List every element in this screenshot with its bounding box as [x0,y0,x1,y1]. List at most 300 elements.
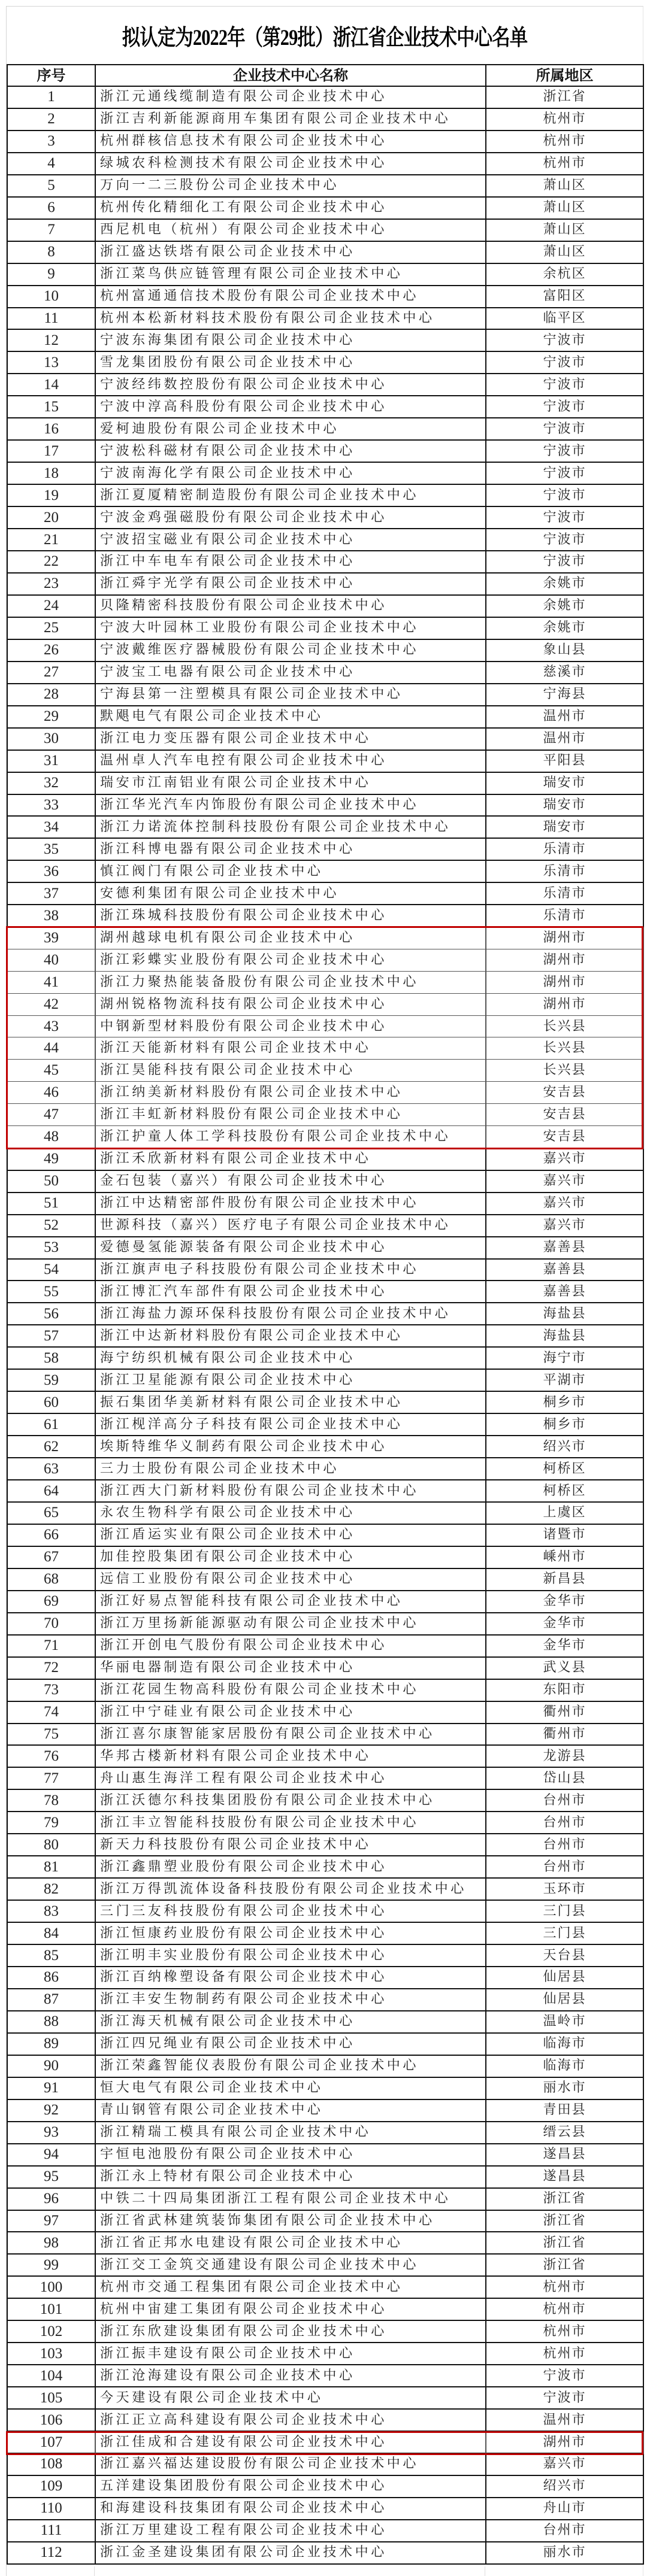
row-region: 武义县 [486,1657,643,1679]
row-name: 杭州富通通信技术股份有限公司企业技术中心 [95,286,486,308]
table-row [7,1944,643,1967]
row-name: 杭州中宙建工集团有限公司企业技术中心 [95,2298,486,2320]
row-name: 浙江天能新材料有限公司企业技术中心 [95,1037,486,1060]
row-name: 浙江菜鸟供应链管理有限公司企业技术中心 [95,263,486,286]
table-row [7,2055,643,2077]
row-index: 42 [7,993,95,1015]
row-index: 75 [7,1724,95,1746]
row-region: 安吉县 [486,1126,643,1148]
row-index: 34 [7,816,95,838]
row-region: 临平区 [486,308,643,330]
row-index: 33 [7,794,95,817]
row-region: 嘉兴市 [486,1215,643,1237]
row-name: 浙江夏厦精密制造股份有限公司企业技术中心 [95,484,486,506]
row-index: 59 [7,1369,95,1391]
row-name: 浙江博汇汽车部件有限公司企业技术中心 [95,1281,486,1303]
row-name: 浙江吉利新能源商用车集团有限公司企业技术中心 [95,108,486,131]
row-region: 东阳市 [486,1679,643,1701]
row-index: 57 [7,1325,95,1347]
row-region: 岱山县 [486,1767,643,1789]
row-index: 14 [7,374,95,396]
row-index: 41 [7,971,95,993]
row-region: 宁波市 [486,529,643,551]
table-row [7,684,643,706]
header-index: 序号 [7,65,95,86]
row-region: 余姚市 [486,595,643,617]
row-name: 浙江纳美新材料股份有限公司企业技术中心 [95,1082,486,1104]
row-name: 浙江鑫鼎塑业股份有限公司企业技术中心 [95,1856,486,1878]
row-region: 萧山区 [486,219,643,241]
row-index: 102 [7,2320,95,2343]
table-row [7,2077,643,2099]
row-region: 三门县 [486,1922,643,1944]
row-index: 52 [7,1215,95,1237]
row-name: 浙江永上特材有限公司企业技术中心 [95,2166,486,2188]
row-name: 湖州锐格物流科技有限公司企业技术中心 [95,993,486,1015]
table-row [7,551,643,573]
table-row [7,2542,643,2564]
row-name: 宁波东海集团有限公司企业技术中心 [95,329,486,351]
table-row [7,905,643,927]
row-region: 柯桥区 [486,1458,643,1480]
row-name: 宇恒电池股份有限公司企业技术中心 [95,2144,486,2166]
table-body [7,86,643,2564]
row-name: 浙江精瑞工模具有限公司企业技术中心 [95,2122,486,2144]
row-index: 86 [7,1967,95,1989]
row-index: 72 [7,1657,95,1679]
table-row [7,1989,643,2011]
row-region: 丽水市 [486,2542,643,2564]
row-region: 绍兴市 [486,2475,643,2498]
row-index: 53 [7,1237,95,1259]
table-row [7,2166,643,2188]
table-row [7,1237,643,1259]
row-name: 浙江盾运实业有限公司企业技术中心 [95,1524,486,1546]
row-name: 世源科技（嘉兴）医疗电子有限公司企业技术中心 [95,1215,486,1237]
row-region: 舟山市 [486,2498,643,2520]
table-row [7,1568,643,1591]
table-row [7,2387,643,2409]
row-name: 温州卓人汽车电控有限公司企业技术中心 [95,750,486,772]
table-row [7,1502,643,1524]
table-row [7,728,643,750]
row-name: 浙江省正邦水电建设有限公司企业技术中心 [95,2232,486,2254]
row-region: 余杭区 [486,263,643,286]
table-row [7,1967,643,1989]
row-region: 慈溪市 [486,662,643,684]
table-row [7,1767,643,1789]
table-row [7,2475,643,2498]
row-region: 浙江省 [486,2210,643,2232]
row-name: 宁波招宝磁业有限公司企业技术中心 [95,529,486,551]
row-index: 8 [7,241,95,263]
row-region: 宁波市 [486,351,643,374]
table-row [7,418,643,440]
row-name: 中钢新型材料股份有限公司企业技术中心 [95,1015,486,1037]
row-name: 浙江东欣建设集团有限公司企业技术中心 [95,2320,486,2343]
row-index: 99 [7,2254,95,2276]
row-index: 38 [7,905,95,927]
row-name: 浙江华光汽车内饰股份有限公司企业技术中心 [95,794,486,817]
row-name: 浙江中达精密部件股份有限公司企业技术中心 [95,1193,486,1215]
table-row [7,529,643,551]
table-row [7,1856,643,1878]
row-name: 浙江盛达铁塔有限公司企业技术中心 [95,241,486,263]
row-index: 111 [7,2520,95,2542]
row-name: 宁波宝工电器有限公司企业技术中心 [95,662,486,684]
row-name: 海宁纺织机械有限公司企业技术中心 [95,1347,486,1369]
row-name: 浙江禾欣新材料有限公司企业技术中心 [95,1148,486,1170]
row-index: 45 [7,1060,95,1082]
row-index: 1 [7,86,95,108]
row-region: 湖州市 [486,949,643,971]
row-region: 桐乡市 [486,1391,643,1413]
row-index: 44 [7,1037,95,1060]
row-name: 浙江元通线缆制造有限公司企业技术中心 [95,86,486,108]
row-region: 乐清市 [486,905,643,927]
row-region: 湖州市 [486,927,643,949]
row-name: 宁波大叶园林工业股份有限公司企业技术中心 [95,617,486,639]
row-index: 46 [7,1082,95,1104]
table-row [7,2122,643,2144]
row-name: 浙江丰立智能科技股份有限公司企业技术中心 [95,1812,486,1834]
row-name: 瑞安市江南铝业有限公司企业技术中心 [95,772,486,794]
row-region: 湖州市 [486,993,643,1015]
row-index: 90 [7,2055,95,2077]
table-row [7,2498,643,2520]
row-region: 宁海县 [486,684,643,706]
row-name: 浙江省武林建筑装饰集团有限公司企业技术中心 [95,2210,486,2232]
row-name: 万向一二三股份公司企业技术中心 [95,175,486,197]
row-index: 79 [7,1812,95,1834]
row-name: 宁波戴维医疗器械股份有限公司企业技术中心 [95,639,486,662]
table-row [7,484,643,506]
row-name: 浙江万里建设工程有限公司企业技术中心 [95,2520,486,2542]
row-index: 10 [7,286,95,308]
row-region: 仙居县 [486,1989,643,2011]
table-row [7,1215,643,1237]
row-region: 丽水市 [486,2077,643,2099]
row-index: 62 [7,1436,95,1458]
row-region: 宁波市 [486,2365,643,2387]
row-index: 2 [7,108,95,131]
row-index: 89 [7,2033,95,2055]
row-name: 浙江丰安生物制药有限公司企业技术中心 [95,1989,486,2011]
row-name: 远信工业股份有限公司企业技术中心 [95,1568,486,1591]
row-region: 临海市 [486,2055,643,2077]
row-index: 11 [7,308,95,330]
row-region: 缙云县 [486,2122,643,2144]
table-row [7,1546,643,1568]
table-row [7,2409,643,2431]
row-region: 乐清市 [486,838,643,860]
row-index: 36 [7,860,95,882]
row-name: 浙江佳成和合建设有限公司企业技术中心 [95,2431,486,2453]
row-index: 9 [7,263,95,286]
table-row [7,1789,643,1812]
row-region: 诸暨市 [486,1524,643,1546]
row-region: 金华市 [486,1635,643,1657]
table-row [7,927,643,949]
row-index: 15 [7,396,95,418]
row-name: 浙江花园生物高科股份有限公司企业技术中心 [95,1679,486,1701]
row-region: 杭州市 [486,2343,643,2365]
row-name: 浙江嘉兴福达建设股份有限公司企业技术中心 [95,2453,486,2475]
table-row [7,639,643,662]
row-index: 61 [7,1413,95,1436]
row-name: 浙江力聚热能装备股份有限公司企业技术中心 [95,971,486,993]
row-region: 宁波市 [486,551,643,573]
row-region: 浙江省 [486,86,643,108]
row-index: 35 [7,838,95,860]
row-region: 桐乡市 [486,1413,643,1436]
row-name: 华邦古楼新材料有限公司企业技术中心 [95,1745,486,1767]
row-index: 49 [7,1148,95,1170]
table-row [7,2365,643,2387]
row-name: 浙江恒康药业股份有限公司企业技术中心 [95,1922,486,1944]
row-name: 振石集团华美新材料有限公司企业技术中心 [95,1391,486,1413]
table-row [7,882,643,905]
table-row [7,1900,643,1922]
table-row [7,2298,643,2320]
table-row [7,506,643,529]
table-row [7,750,643,772]
row-name: 宁海县第一注塑模具有限公司企业技术中心 [95,684,486,706]
row-index: 25 [7,617,95,639]
row-region: 金华市 [486,1613,643,1635]
table-row [7,396,643,418]
row-region: 衢州市 [486,1701,643,1724]
row-name: 杭州本松新材料技术股份有限公司企业技术中心 [95,308,486,330]
row-index: 39 [7,927,95,949]
row-region: 嵊州市 [486,1546,643,1568]
row-name: 浙江海天机械有限公司企业技术中心 [95,2011,486,2033]
row-index: 20 [7,506,95,529]
row-index: 91 [7,2077,95,2099]
row-region: 湖州市 [486,971,643,993]
table-row [7,2320,643,2343]
table-row [7,1657,643,1679]
table-row [7,263,643,286]
row-index: 21 [7,529,95,551]
row-index: 63 [7,1458,95,1480]
row-index: 70 [7,1613,95,1635]
row-index: 68 [7,1568,95,1591]
row-index: 93 [7,2122,95,2144]
row-region: 宁波市 [486,2387,643,2409]
row-region: 长兴县 [486,1060,643,1082]
row-index: 98 [7,2232,95,2254]
row-region: 嘉善县 [486,1237,643,1259]
row-index: 26 [7,639,95,662]
row-name: 浙江中宁硅业有限公司企业技术中心 [95,1701,486,1724]
row-region: 遂昌县 [486,2166,643,2188]
table-row [7,86,643,108]
row-region: 温岭市 [486,2011,643,2033]
row-region: 遂昌县 [486,2144,643,2166]
row-index: 40 [7,949,95,971]
row-index: 76 [7,1745,95,1767]
table-row [7,1413,643,1436]
row-index: 78 [7,1789,95,1812]
row-index: 104 [7,2365,95,2387]
table-row [7,1635,643,1657]
table-row [7,1591,643,1613]
row-region: 余姚市 [486,573,643,595]
row-region: 杭州市 [486,2276,643,2298]
row-region: 安吉县 [486,1082,643,1104]
table-row [7,2254,643,2276]
table-row [7,1259,643,1281]
row-region: 宁波市 [486,418,643,440]
table-row [7,1104,643,1126]
row-name: 浙江交工金筑交通建设有限公司企业技术中心 [95,2254,486,2276]
row-region: 仙居县 [486,1967,643,1989]
row-region: 长兴县 [486,1015,643,1037]
row-name: 浙江荣鑫智能仪表股份有限公司企业技术中心 [95,2055,486,2077]
table-row [7,662,643,684]
row-region: 柯桥区 [486,1480,643,1502]
row-region: 龙游县 [486,1745,643,1767]
table-row [7,1922,643,1944]
row-name: 永农生物科学有限公司企业技术中心 [95,1502,486,1524]
table-row [7,706,643,728]
row-region: 宁波市 [486,440,643,462]
row-index: 88 [7,2011,95,2033]
table-row [7,1082,643,1104]
table-row [7,1126,643,1148]
table-row [7,219,643,241]
row-index: 22 [7,551,95,573]
row-region: 台州市 [486,1789,643,1812]
table-row [7,131,643,153]
row-index: 19 [7,484,95,506]
table-row [7,971,643,993]
row-region: 嘉善县 [486,1281,643,1303]
table-row [7,108,643,131]
row-name: 恒大电气有限公司企业技术中心 [95,2077,486,2099]
row-name: 中铁二十四局集团浙江工程有限公司企业技术中心 [95,2188,486,2210]
table-row [7,2210,643,2232]
row-name: 浙江科博电器有限公司企业技术中心 [95,838,486,860]
row-name: 爱德曼氢能源装备有限公司企业技术中心 [95,1237,486,1259]
row-index: 58 [7,1347,95,1369]
row-index: 5 [7,175,95,197]
row-region: 海盐县 [486,1303,643,1325]
table-row [7,1281,643,1303]
row-index: 48 [7,1126,95,1148]
table-row [7,1193,643,1215]
table-row [7,2453,643,2475]
row-region: 三门县 [486,1900,643,1922]
row-name: 华丽电器制造有限公司企业技术中心 [95,1657,486,1679]
row-name: 浙江万得凯流体设备科技股份有限公司企业技术中心 [95,1878,486,1900]
row-name: 浙江中达新材料股份有限公司企业技术中心 [95,1325,486,1347]
table-row [7,1745,643,1767]
row-name: 贝隆精密科技股份有限公司企业技术中心 [95,595,486,617]
table-row [7,2144,643,2166]
row-name: 安德利集团有限公司企业技术中心 [95,882,486,905]
row-name: 浙江沧海建设有限公司企业技术中心 [95,2365,486,2387]
table-row [7,1148,643,1170]
table-row [7,816,643,838]
table-row [7,617,643,639]
row-name: 浙江明丰实业股份有限公司企业技术中心 [95,1944,486,1967]
row-name: 舟山惠生海洋工程有限公司企业技术中心 [95,1767,486,1789]
table-row [7,374,643,396]
table-row [7,175,643,197]
row-region: 宁波市 [486,396,643,418]
row-index: 31 [7,750,95,772]
enterprise-tech-center-table [7,64,644,2565]
table-row [7,2033,643,2055]
row-name: 浙江海盐力源环保科技股份有限公司企业技术中心 [95,1303,486,1325]
row-name: 默飓电气有限公司企业技术中心 [95,706,486,728]
row-region: 海宁市 [486,1347,643,1369]
table-row [7,794,643,817]
row-region: 湖州市 [486,2431,643,2453]
row-name: 雪龙集团股份有限公司企业技术中心 [95,351,486,374]
row-name: 浙江枧洋高分子科技有限公司企业技术中心 [95,1413,486,1436]
table-row [7,2276,643,2298]
row-index: 101 [7,2298,95,2320]
row-name: 浙江金圣建设集团有限公司企业技术中心 [95,2542,486,2564]
table-row [7,1524,643,1546]
row-name: 浙江昊能科技有限公司企业技术中心 [95,1060,486,1082]
table-row [7,286,643,308]
row-region: 杭州市 [486,108,643,131]
table-row [7,2232,643,2254]
row-region: 嘉善县 [486,1259,643,1281]
table-row [7,2343,643,2365]
table-row [7,351,643,374]
table-row [7,772,643,794]
table-row [7,462,643,484]
row-name: 埃斯特维华义制药有限公司企业技术中心 [95,1436,486,1458]
row-region: 萧山区 [486,175,643,197]
row-name: 加佳控股集团有限公司企业技术中心 [95,1546,486,1568]
table-row [7,1812,643,1834]
row-index: 29 [7,706,95,728]
row-name: 浙江四兄绳业有限公司企业技术中心 [95,2033,486,2055]
row-region: 富阳区 [486,286,643,308]
table-row [7,1391,643,1413]
row-region: 杭州市 [486,153,643,175]
row-region: 海盐县 [486,1325,643,1347]
table-row [7,1480,643,1502]
row-region: 宁波市 [486,462,643,484]
table-row [7,1436,643,1458]
row-region: 宁波市 [486,484,643,506]
row-index: 32 [7,772,95,794]
row-index: 81 [7,1856,95,1878]
row-region: 长兴县 [486,1037,643,1060]
row-region: 新昌县 [486,1568,643,1591]
row-name: 今天建设有限公司企业技术中心 [95,2387,486,2409]
row-index: 107 [7,2431,95,2453]
row-region: 平阳县 [486,750,643,772]
row-name: 五洋建设集团股份有限公司企业技术中心 [95,2475,486,2498]
table-row [7,838,643,860]
row-region: 上虞区 [486,1502,643,1524]
row-name: 杭州群核信息技术有限公司企业技术中心 [95,131,486,153]
row-name: 浙江中车电车有限公司企业技术中心 [95,551,486,573]
row-name: 青山钢管有限公司企业技术中心 [95,2099,486,2122]
row-index: 4 [7,153,95,175]
row-name: 宁波中淳高科股份有限公司企业技术中心 [95,396,486,418]
row-name: 浙江开创电气股份有限公司企业技术中心 [95,1635,486,1657]
row-index: 28 [7,684,95,706]
